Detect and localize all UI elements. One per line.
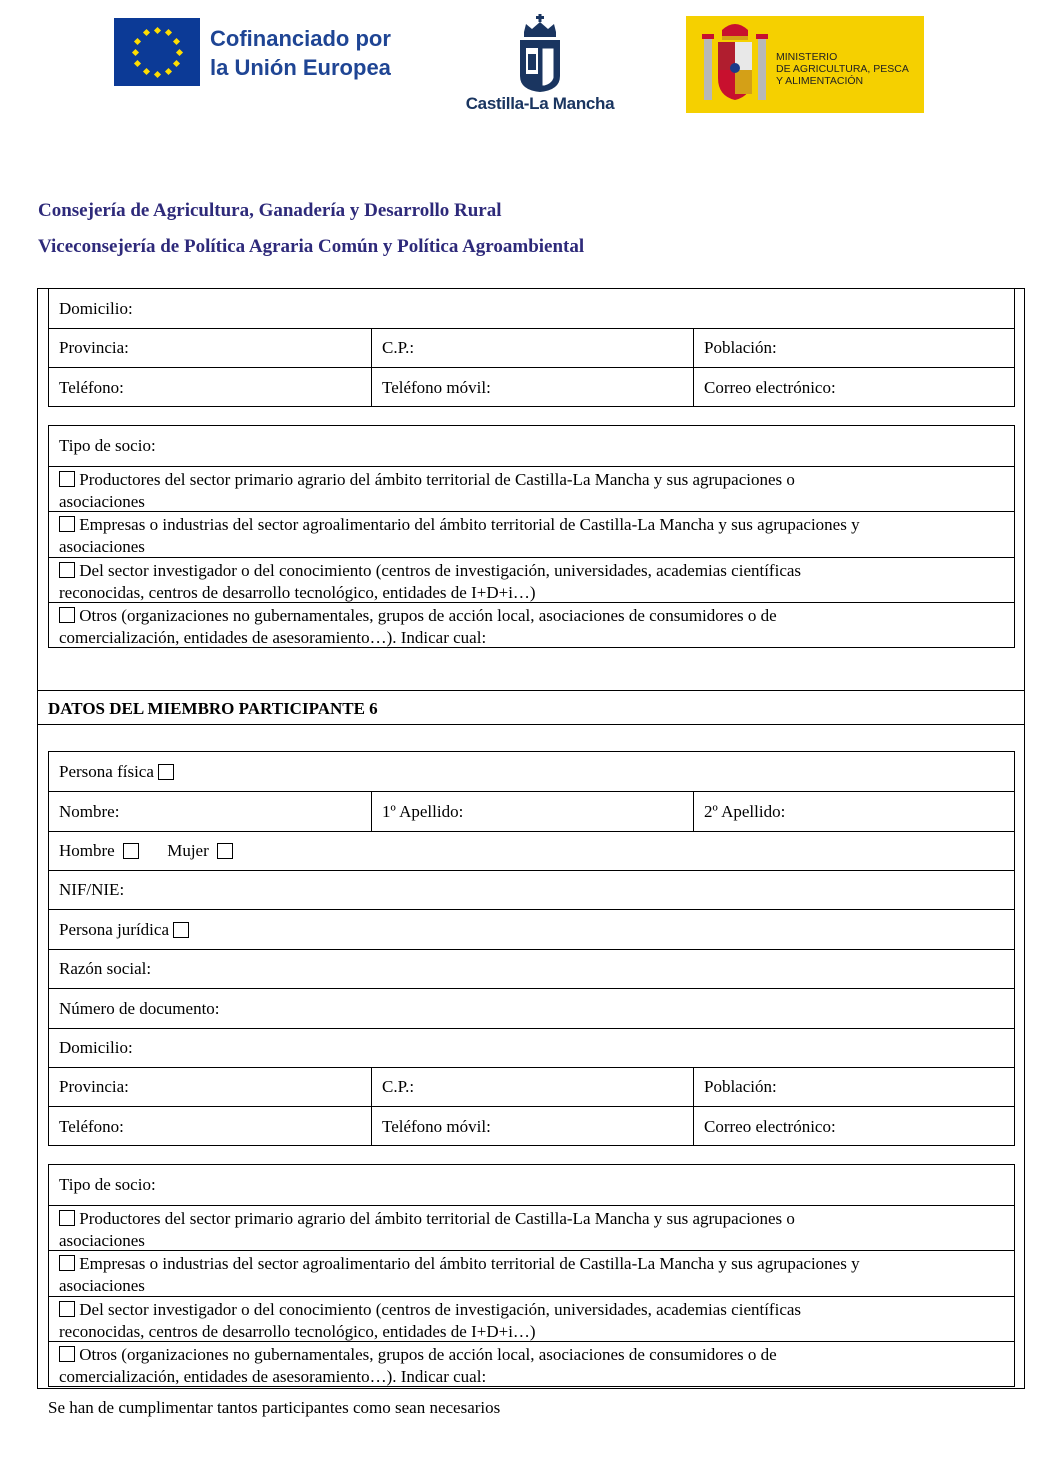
domicilio-row xyxy=(49,1028,1014,1067)
socio-option-row xyxy=(49,466,1014,511)
cp-field[interactable]: C.P.: xyxy=(371,1068,693,1106)
sexo-row xyxy=(49,831,1014,870)
correo-field[interactable]: Correo electrónico: xyxy=(693,1107,1014,1146)
socio-option-empresas: Empresas o industrias del sector agroalimentario del ámbito territorial de Castilla-La Mancha y sus agrupaciones y asociaciones xyxy=(59,1254,860,1295)
participant-section-title: DATOS DEL MIEMBRO PARTICIPANTE 6 xyxy=(48,699,378,718)
checkbox-productores[interactable] xyxy=(59,1210,75,1226)
eu-star-icon xyxy=(164,68,171,75)
persona-fisica-field: Persona física xyxy=(49,752,1014,791)
castle-crown-icon xyxy=(460,14,620,94)
nif-row xyxy=(49,870,1014,909)
sexo-field: Hombre Mujer xyxy=(49,832,1014,870)
eu-star-icon xyxy=(134,59,141,66)
provincia-row xyxy=(49,1067,1014,1106)
razon-social-row xyxy=(49,949,1014,988)
socio-option-row xyxy=(49,1250,1014,1296)
eu-star-icon xyxy=(142,68,149,75)
socio-option-row xyxy=(49,1341,1014,1387)
socio-option-investigador: Del sector investigador o del conocimiento (centros de investigación, universidades, academias científicas reconocidas, centros de desarrollo tecnológico, entidades de I+D+i…) xyxy=(59,561,802,602)
socio-option-investigador: Del sector investigador o del conocimiento (centros de investigación, universidades, academias científicas reconocidas, centros de desarrollo tecnológico, entidades de I+D+i…) xyxy=(59,1300,802,1341)
socio-option-empresas: Empresas o industrias del sector agroalimentario del ámbito territorial de Castilla-La Mancha y sus agrupaciones y asociaciones xyxy=(59,515,860,556)
telefono-row xyxy=(49,1106,1014,1146)
eu-star-icon xyxy=(164,29,171,36)
socio-option-otros: Otros (organizaciones no gubernamentales, grupos de acción local, asociaciones de consumidores o de comercialización, entidades de asesoramiento…). Indicar cual: xyxy=(59,606,777,647)
socio-option-otros: Otros (organizaciones no gubernamentales, grupos de acción local, asociaciones de consumidores o de comercialización, entidades de asesoramiento…). Indicar cual: xyxy=(59,1345,777,1386)
eu-star-icon xyxy=(175,48,182,55)
persona-juridica-row xyxy=(49,909,1014,949)
checkbox-empresas[interactable] xyxy=(59,1255,75,1271)
socio-option-row xyxy=(49,602,1014,648)
telefono-field[interactable]: Teléfono: xyxy=(59,1116,124,1136)
apellido2-field[interactable]: 2º Apellido: xyxy=(693,792,1014,831)
checkbox-empresas[interactable] xyxy=(59,516,75,532)
checkbox-otros[interactable] xyxy=(59,607,75,623)
telefono-row xyxy=(49,367,1014,407)
eu-star-icon xyxy=(153,70,160,77)
provincia-field[interactable]: Provincia: xyxy=(59,1077,129,1096)
razon-social-field[interactable]: Razón social: xyxy=(59,959,152,978)
tipo-socio-label: Tipo de socio: xyxy=(59,436,156,455)
checkbox-investigador[interactable] xyxy=(59,1301,75,1317)
domicilio-field[interactable]: Domicilio: xyxy=(59,1038,133,1057)
checkbox-persona-fisica[interactable] xyxy=(158,764,174,780)
ministry-text: MINISTERIO DE AGRICULTURA, PESCA Y ALIMENTACIÓN xyxy=(776,51,909,87)
consejeria-heading: Consejería de Agricultura, Ganadería y Desarrollo Rural xyxy=(38,200,502,221)
poblacion-field[interactable]: Población: xyxy=(693,1068,1014,1106)
persona-fisica-row xyxy=(49,752,1014,791)
telefono-movil-field[interactable]: Teléfono móvil: xyxy=(371,368,693,407)
checkbox-persona-juridica[interactable] xyxy=(173,922,189,938)
numero-documento-row xyxy=(49,988,1014,1028)
castilla-la-mancha-logo xyxy=(460,14,620,118)
eu-star-icon xyxy=(173,37,180,44)
socio-option-row xyxy=(49,557,1014,602)
checkbox-mujer[interactable] xyxy=(217,843,233,859)
ministry-logo xyxy=(686,16,924,113)
telefono-field[interactable]: Teléfono: xyxy=(59,377,124,397)
apellido1-field[interactable]: 1º Apellido: xyxy=(371,792,693,831)
socio-table-1 xyxy=(48,425,1015,648)
socio-option-row xyxy=(49,511,1014,557)
coat-of-arms-icon xyxy=(696,16,776,113)
socio-option-row xyxy=(49,1205,1014,1250)
numero-documento-field[interactable]: Número de documento: xyxy=(59,998,220,1018)
eu-star-icon xyxy=(142,29,149,36)
socio-option-row xyxy=(49,1296,1014,1341)
checkbox-hombre[interactable] xyxy=(123,843,139,859)
checkbox-investigador[interactable] xyxy=(59,562,75,578)
contact-table-1 xyxy=(48,288,1015,407)
socio-table-2 xyxy=(48,1164,1015,1387)
eu-flag-logo xyxy=(114,18,200,86)
eu-logo-text: Cofinanciado por la Unión Europea xyxy=(210,26,391,80)
checkbox-otros[interactable] xyxy=(59,1346,75,1362)
section-divider-top xyxy=(37,690,1025,691)
nombre-field[interactable]: Nombre: xyxy=(59,801,120,821)
persona-juridica-field: Persona jurídica xyxy=(49,910,1014,949)
domicilio-row xyxy=(49,289,1014,328)
socio-title-row xyxy=(49,426,1014,466)
nombre-row xyxy=(49,791,1014,831)
eu-star-icon xyxy=(153,26,160,33)
provincia-row xyxy=(49,328,1014,367)
eu-star-icon xyxy=(173,59,180,66)
telefono-movil-field[interactable]: Teléfono móvil: xyxy=(371,1107,693,1146)
cp-field[interactable]: C.P.: xyxy=(371,329,693,367)
nif-field[interactable]: NIF/NIE: xyxy=(59,880,125,899)
tipo-socio-label: Tipo de socio: xyxy=(59,1175,156,1194)
viceconsejeria-heading: Viceconsejería de Política Agraria Común y Política Agroambiental xyxy=(38,236,585,257)
checkbox-productores[interactable] xyxy=(59,471,75,487)
participant-table xyxy=(48,751,1015,1146)
socio-option-productores: Productores del sector primario agrario del ámbito territorial de Castilla-La Mancha y sus agrupaciones o asociaciones xyxy=(59,470,795,511)
footer-note: Se han de cumplimentar tantos participantes como sean necesarios xyxy=(48,1398,501,1417)
section-divider-bottom xyxy=(37,724,1025,725)
correo-field[interactable]: Correo electrónico: xyxy=(693,368,1014,407)
domicilio-field[interactable]: Domicilio: xyxy=(59,298,133,318)
eu-star-icon xyxy=(134,37,141,44)
socio-option-productores: Productores del sector primario agrario del ámbito territorial de Castilla-La Mancha y sus agrupaciones o asociaciones xyxy=(59,1209,795,1250)
poblacion-field[interactable]: Población: xyxy=(693,329,1014,367)
socio-title-row xyxy=(49,1165,1014,1205)
provincia-field[interactable]: Provincia: xyxy=(59,338,129,357)
castilla-la-mancha-text: Castilla-La Mancha xyxy=(465,94,615,113)
eu-star-icon xyxy=(131,48,138,55)
